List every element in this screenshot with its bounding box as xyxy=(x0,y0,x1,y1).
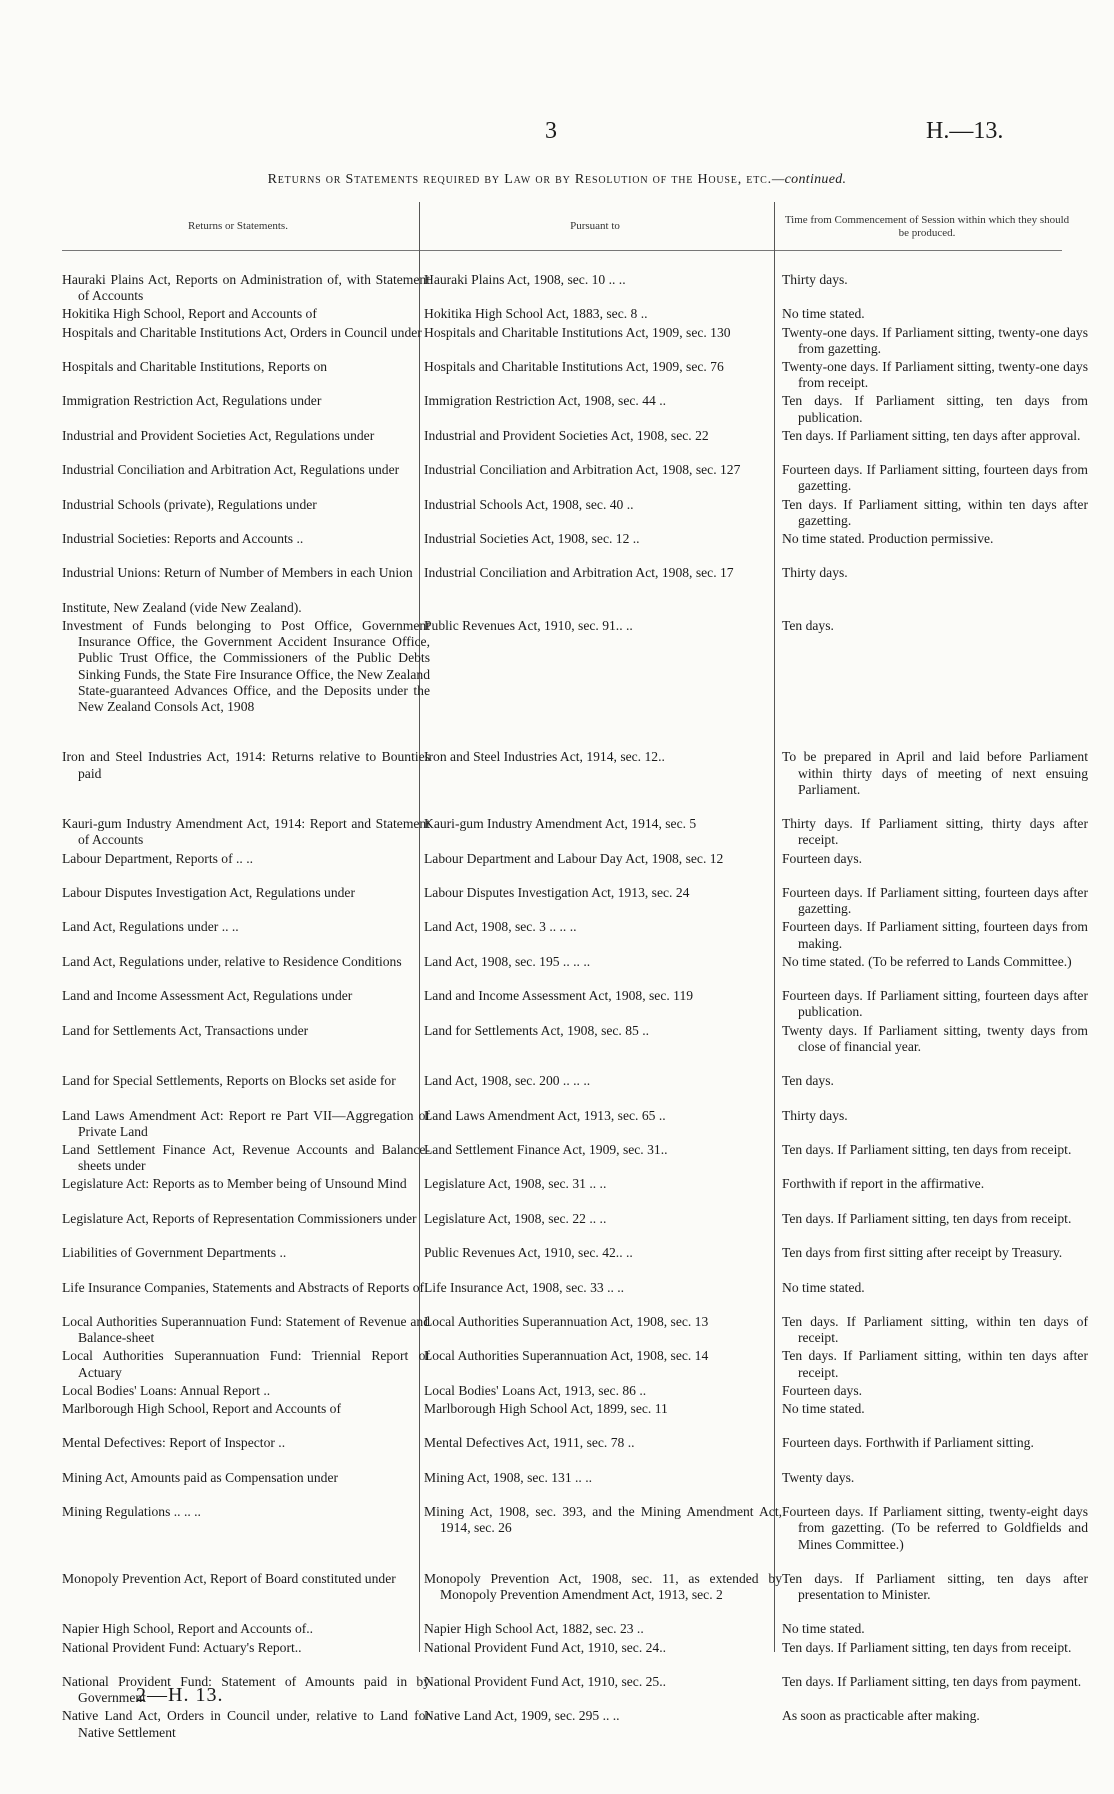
table-row xyxy=(0,1470,1114,1504)
table-row xyxy=(0,1621,1114,1639)
pursuant-cell: Local Bodies' Loans Act, 1913, sec. 86 .. xyxy=(424,1382,647,1398)
returns-cell: Land Settlement Finance Act, Revenue Accounts and Balance-sheets under xyxy=(62,1142,430,1174)
pursuant-cell: Land and Income Assessment Act, 1908, sec. 119 xyxy=(424,988,694,1004)
time-cell: Twenty days. If Parliament sitting, twenty days from close of financial year. xyxy=(782,1022,1088,1054)
table-row xyxy=(0,600,1114,618)
column-header-time: Time from Commencement of Session within which they should be produced. xyxy=(784,214,1070,239)
pursuant-cell: Mining Act, 1908, sec. 131 .. .. xyxy=(424,1469,593,1485)
pursuant-cell: Hauraki Plains Act, 1908, sec. 10 .. .. xyxy=(424,272,626,287)
pursuant-cell: Land Act, 1908, sec. 3 .. .. .. xyxy=(424,919,577,935)
pursuant-cell: Mental Defectives Act, 1911, sec. 78 .. xyxy=(424,1435,635,1451)
returns-cell: Industrial Conciliation and Arbitration Act, Regulations under xyxy=(62,462,400,478)
pursuant-cell: Life Insurance Act, 1908, sec. 33 .. .. xyxy=(424,1279,625,1295)
pursuant-cell: Industrial Conciliation and Arbitration Act, 1908, sec. 17 xyxy=(424,565,734,581)
time-cell: Twenty days. xyxy=(782,1469,855,1485)
table-row xyxy=(0,306,1114,324)
time-cell: Ten days. xyxy=(782,617,834,633)
table-row xyxy=(0,1176,1114,1210)
time-cell: Ten days. If Parliament sitting, within ten days after receipt. xyxy=(782,1348,1088,1380)
time-cell: Ten days. If Parliament sitting, ten days from receipt. xyxy=(782,1142,1072,1157)
time-cell: Fourteen days. If Parliament sitting, fourteen days from making. xyxy=(782,919,1088,951)
returns-cell: Legislature Act: Reports as to Member being of Unsound Mind xyxy=(62,1176,407,1192)
table-row xyxy=(0,393,1114,427)
time-cell: Ten days. If Parliament sitting, ten days after approval. xyxy=(782,427,1081,443)
pursuant-cell: Industrial Conciliation and Arbitration Act, 1908, sec. 127 xyxy=(424,462,741,478)
table-row xyxy=(0,1435,1114,1469)
returns-cell: Land for Special Settlements, Reports on Blocks set aside for xyxy=(62,1073,396,1089)
returns-cell: Land and Income Assessment Act, Regulations under xyxy=(62,988,353,1004)
pursuant-cell: Monopoly Prevention Act, 1908, sec. 11, as extended by Monopoly Prevention Amendment Act, 1913, sec. 2 xyxy=(424,1570,782,1603)
returns-cell: Mental Defectives: Report of Inspector .. xyxy=(62,1435,286,1451)
document-reference: H.—13. xyxy=(926,118,1004,144)
time-cell: Thirty days. If Parliament sitting, thirty days after receipt. xyxy=(782,816,1088,848)
table-row xyxy=(0,565,1114,599)
pursuant-cell: Hokitika High School Act, 1883, sec. 8 .. xyxy=(424,306,648,322)
time-cell: Thirty days. xyxy=(782,565,848,581)
time-cell: No time stated. xyxy=(782,1400,865,1416)
pursuant-cell: Immigration Restriction Act, 1908, sec. 44 .. xyxy=(424,393,667,409)
returns-cell: Marlborough High School, Report and Accounts of xyxy=(62,1400,342,1416)
time-cell: Ten days. xyxy=(782,1073,834,1089)
table-row xyxy=(0,988,1114,1022)
returns-cell: Legislature Act, Reports of Representation Commissioners under xyxy=(62,1210,417,1226)
table-row xyxy=(0,1280,1114,1314)
pursuant-cell: Industrial Schools Act, 1908, sec. 40 .. xyxy=(424,496,634,512)
returns-cell: Local Authorities Superannuation Fund: Statement of Revenue and Balance-sheet xyxy=(62,1313,430,1346)
time-cell: Thirty days. xyxy=(782,1107,848,1123)
time-cell: Thirty days. xyxy=(782,272,848,287)
returns-cell: Monopoly Prevention Act, Report of Board constituted under xyxy=(62,1570,396,1586)
returns-cell: National Provident Fund: Actuary's Report.. xyxy=(62,1639,302,1655)
table-row xyxy=(0,1383,1114,1401)
pursuant-cell: Public Revenues Act, 1910, sec. 42.. .. xyxy=(424,1245,633,1261)
page-number: 3 xyxy=(545,118,557,144)
returns-cell: Liabilities of Government Departments .. xyxy=(62,1245,287,1261)
pursuant-cell: Iron and Steel Industries Act, 1914, sec. 12.. xyxy=(424,749,665,765)
returns-cell: Land Laws Amendment Act: Report re Part VII—Aggregation of Private Land xyxy=(62,1107,430,1139)
time-cell: Fourteen days. If Parliament sitting, fourteen days after publication. xyxy=(782,988,1088,1020)
returns-cell: Industrial and Provident Societies Act, Regulations under xyxy=(62,427,375,443)
time-cell: Fourteen days. Forthwith if Parliament sitting. xyxy=(782,1435,1034,1451)
table-row xyxy=(0,885,1114,919)
time-cell: Fourteen days. xyxy=(782,1382,863,1398)
heading-continued: —continued. xyxy=(771,172,847,187)
returns-cell: National Provident Fund: Statement of Amounts paid in by Government xyxy=(62,1674,430,1706)
returns-cell: Labour Disputes Investigation Act, Regulations under xyxy=(62,885,355,901)
returns-cell: Hauraki Plains Act, Reports on Administration of, with Statement of Accounts xyxy=(62,272,430,304)
table-row xyxy=(0,325,1114,359)
table-row xyxy=(0,272,1114,306)
returns-cell: Local Authorities Superannuation Fund: Triennial Report of Actuary xyxy=(62,1348,430,1380)
pursuant-cell: Marlborough High School Act, 1899, sec. 11 xyxy=(424,1400,668,1416)
pursuant-cell: Native Land Act, 1909, sec. 295 .. .. xyxy=(424,1708,620,1724)
table-row xyxy=(0,1108,1114,1142)
returns-cell: Industrial Societies: Reports and Accounts .. xyxy=(62,530,304,546)
time-cell: No time stated. xyxy=(782,1279,865,1295)
returns-cell: Land Act, Regulations under .. .. xyxy=(62,919,239,935)
signature-mark: 2—H. 13. xyxy=(136,1684,224,1706)
time-cell: No time stated. xyxy=(782,1621,865,1637)
returns-cell: Industrial Unions: Return of Number of Members in each Union xyxy=(62,565,413,581)
returns-cell: Native Land Act, Orders in Council under, relative to Land for Native Settlement xyxy=(62,1708,430,1740)
returns-cell: Industrial Schools (private), Regulations under xyxy=(62,496,317,512)
pursuant-cell: Labour Disputes Investigation Act, 1913, sec. 24 xyxy=(424,885,690,901)
table-row xyxy=(0,462,1114,496)
time-cell: Ten days from first sitting after receipt by Treasury. xyxy=(782,1245,1063,1261)
time-cell: Ten days. If Parliament sitting, within ten days after gazetting. xyxy=(782,496,1088,528)
time-cell: Ten days. If Parliament sitting, ten days from publication. xyxy=(782,393,1088,425)
table-row xyxy=(0,1073,1114,1107)
returns-cell: Labour Department, Reports of .. .. xyxy=(62,850,254,866)
returns-cell: Hospitals and Charitable Institutions, Reports on xyxy=(62,358,328,374)
returns-cell: Land for Settlements Act, Transactions under xyxy=(62,1022,309,1038)
returns-cell: Investment of Funds belonging to Post Office, Government Insurance Office, the Government Accident Insurance Office, Public Trust Office, the Commissioners of the Public Debts Sinking Funds, the State Fire Insurance Office, the New Zealand State-guaranteed Advances Office, and the Deposits under the New Zealand Consols Act, 1908 xyxy=(62,617,430,714)
table-row xyxy=(0,428,1114,462)
pursuant-cell: Hospitals and Charitable Institutions Act, 1909, sec. 76 xyxy=(424,358,724,374)
returns-cell: Institute, New Zealand (vide New Zealand). xyxy=(62,599,302,615)
time-cell: Forthwith if report in the affirmative. xyxy=(782,1176,985,1192)
table-row xyxy=(0,1640,1114,1674)
table-row xyxy=(0,954,1114,988)
time-cell: No time stated. Production permissive. xyxy=(782,530,994,546)
table-row xyxy=(0,851,1114,885)
table-row xyxy=(0,749,1114,816)
table-row xyxy=(0,1401,1114,1435)
page-heading xyxy=(0,172,1114,188)
returns-cell: Life Insurance Companies, Statements and Abstracts of Reports of xyxy=(62,1279,425,1295)
table-row xyxy=(0,919,1114,953)
column-header-pursuant: Pursuant to xyxy=(570,220,620,232)
pursuant-cell: Local Authorities Superannuation Act, 1908, sec. 13 xyxy=(424,1313,709,1329)
pursuant-cell: Mining Act, 1908, sec. 393, and the Mining Amendment Act, 1914, sec. 26 xyxy=(424,1504,782,1536)
pursuant-cell: Land Act, 1908, sec. 200 .. .. .. xyxy=(424,1073,591,1089)
time-cell: Ten days. If Parliament sitting, ten days from payment. xyxy=(782,1674,1082,1690)
heading-title: Returns or Statements required by Law or by Resolution of the House, etc. xyxy=(267,172,772,187)
pursuant-cell: Industrial Societies Act, 1908, sec. 12 .. xyxy=(424,530,640,546)
pursuant-cell: Hospitals and Charitable Institutions Act, 1909, sec. 130 xyxy=(424,324,731,340)
table-row xyxy=(0,816,1114,850)
table-row xyxy=(0,1708,1114,1742)
pursuant-cell: National Provident Fund Act, 1910, sec. 25.. xyxy=(424,1674,667,1690)
time-cell: Ten days. If Parliament sitting, ten days after presentation to Minister. xyxy=(782,1570,1088,1603)
time-cell: Fourteen days. xyxy=(782,850,863,866)
column-header-returns: Returns or Statements. xyxy=(188,220,288,232)
pursuant-cell: Land Laws Amendment Act, 1913, sec. 65 .. xyxy=(424,1107,666,1123)
time-cell: Ten days. If Parliament sitting, ten days from receipt. xyxy=(782,1210,1072,1226)
returns-cell: Hokitika High School, Report and Accounts of xyxy=(62,306,317,322)
pursuant-cell: Labour Department and Labour Day Act, 1908, sec. 12 xyxy=(424,850,724,866)
time-cell: Ten days. If Parliament sitting, ten days from receipt. xyxy=(782,1639,1072,1655)
pursuant-cell: Industrial and Provident Societies Act, 1908, sec. 22 xyxy=(424,427,709,443)
table-row xyxy=(0,618,1114,750)
table-row xyxy=(0,359,1114,393)
table-row xyxy=(0,1023,1114,1074)
time-cell: Twenty-one days. If Parliament sitting, twenty-one days from gazetting. xyxy=(782,324,1088,356)
pursuant-cell: Land for Settlements Act, 1908, sec. 85 .. xyxy=(424,1022,650,1038)
pursuant-cell: National Provident Fund Act, 1910, sec. 24.. xyxy=(424,1639,667,1655)
table-row xyxy=(0,1504,1114,1571)
returns-cell: Immigration Restriction Act, Regulations under xyxy=(62,393,322,409)
time-cell: Fourteen days. If Parliament sitting, fourteen days after gazetting. xyxy=(782,885,1088,917)
pursuant-cell: Public Revenues Act, 1910, sec. 91.. .. xyxy=(424,617,633,633)
time-cell: To be prepared in April and laid before Parliament within thirty days of meeting of next ensuing Parliament. xyxy=(782,749,1088,797)
returns-cell: Mining Regulations .. .. .. xyxy=(62,1504,201,1520)
table-row xyxy=(0,497,1114,531)
time-cell: Ten days. If Parliament sitting, within ten days of receipt. xyxy=(782,1313,1088,1346)
returns-table xyxy=(0,272,1114,1743)
returns-cell: Local Bodies' Loans: Annual Report .. xyxy=(62,1382,271,1398)
table-row xyxy=(0,531,1114,565)
table-row xyxy=(0,1211,1114,1245)
table-row xyxy=(0,1571,1114,1622)
table-row xyxy=(0,1142,1114,1176)
returns-cell: Napier High School, Report and Accounts of.. xyxy=(62,1621,314,1637)
table-row xyxy=(0,1314,1114,1348)
returns-cell: Mining Act, Amounts paid as Compensation under xyxy=(62,1469,339,1485)
pursuant-cell: Legislature Act, 1908, sec. 22 .. .. xyxy=(424,1210,607,1226)
time-cell: No time stated. (To be referred to Lands Committee.) xyxy=(782,953,1072,969)
time-cell: Twenty-one days. If Parliament sitting, twenty-one days from receipt. xyxy=(782,358,1088,391)
pursuant-cell: Kauri-gum Industry Amendment Act, 1914, sec. 5 xyxy=(424,816,697,832)
time-cell: No time stated. xyxy=(782,306,865,322)
returns-cell: Land Act, Regulations under, relative to Residence Conditions xyxy=(62,953,402,969)
table-row xyxy=(0,1245,1114,1279)
returns-cell: Kauri-gum Industry Amendment Act, 1914: Report and Statement of Accounts xyxy=(62,816,430,848)
returns-cell: Hospitals and Charitable Institutions Act, Orders in Council under xyxy=(62,324,422,340)
time-cell: Fourteen days. If Parliament sitting, twenty-eight days from gazetting. (To be referred to Goldfields and Mines Committee.) xyxy=(782,1504,1088,1552)
pursuant-cell: Napier High School Act, 1882, sec. 23 .. xyxy=(424,1621,644,1637)
header-rule xyxy=(62,250,1062,251)
returns-cell: Iron and Steel Industries Act, 1914: Returns relative to Bounties paid xyxy=(62,749,430,781)
time-cell: Fourteen days. If Parliament sitting, fourteen days from gazetting. xyxy=(782,462,1088,494)
table-row xyxy=(0,1348,1114,1382)
pursuant-cell: Local Authorities Superannuation Act, 1908, sec. 14 xyxy=(424,1348,709,1364)
pursuant-cell: Legislature Act, 1908, sec. 31 .. .. xyxy=(424,1176,607,1192)
pursuant-cell: Land Settlement Finance Act, 1909, sec. 31.. xyxy=(424,1142,668,1157)
time-cell: As soon as practicable after making. xyxy=(782,1708,980,1724)
pursuant-cell: Land Act, 1908, sec. 195 .. .. .. xyxy=(424,953,591,969)
